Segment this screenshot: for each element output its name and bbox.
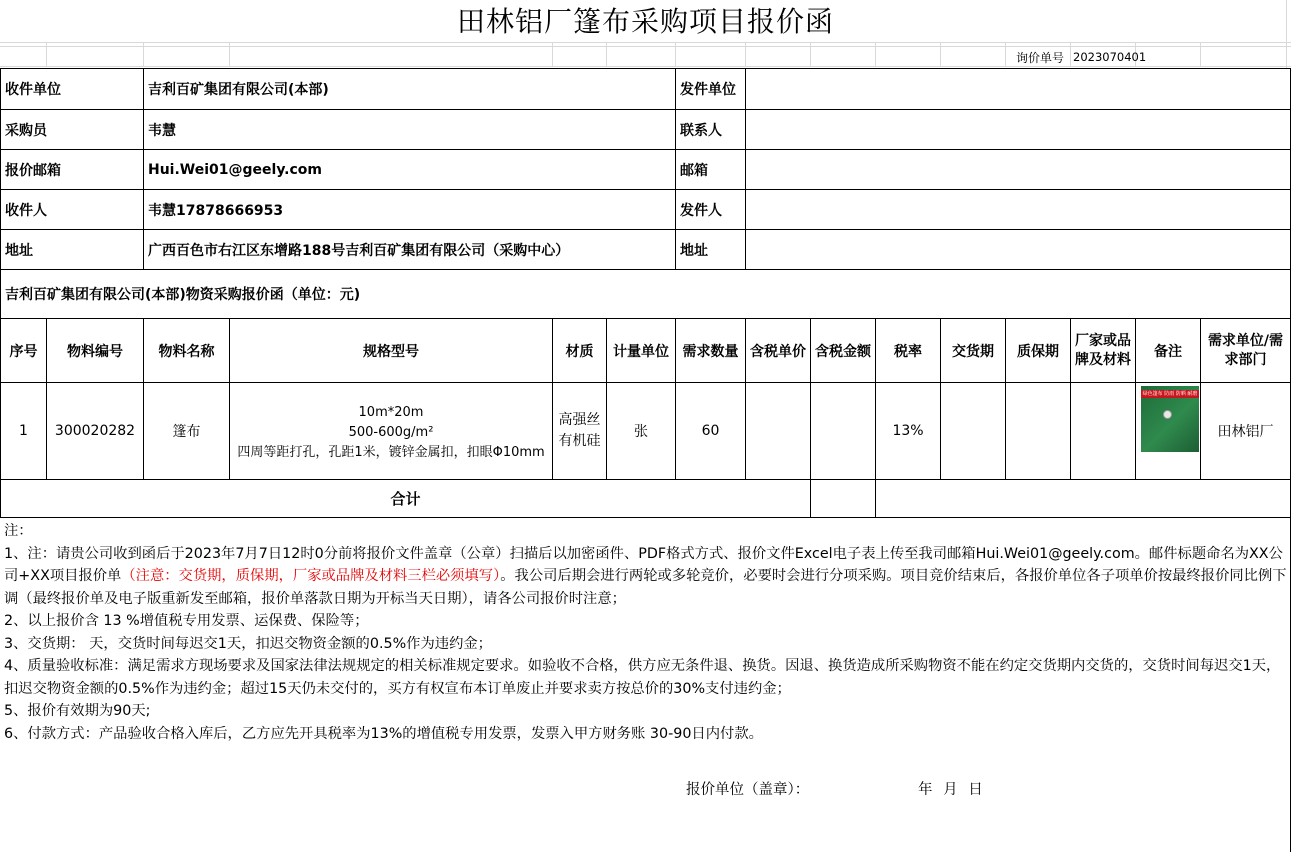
- note-3: 3、交货期： 天，交货时间每迟交1天，扣迟交物资金额的0.5%作为违约金；: [4, 635, 492, 652]
- inquiry-label: 询价单号: [1016, 51, 1065, 65]
- header-spec: 规格型号: [230, 319, 553, 383]
- gridline: [675, 42, 676, 66]
- header-seq: 序号: [1, 319, 47, 383]
- row-spec-weight: 500-600g/m²: [348, 425, 434, 440]
- info-label-quote-email: 报价邮箱: [1, 150, 144, 190]
- note-1-text: 1、注：请贵公司收到函后于2023年7月7日12时0分前将报价文件盖章（公章）扫描后以加密函件、PDF格式方式、报价文件Excel电子表上传至我司邮箱Hui.Wei01@geely.com。邮件标题命名为XX公司+XX项目报价单: [4, 545, 1283, 584]
- info-value-contact[interactable]: [746, 110, 1291, 150]
- info-label-contact: 联系人: [676, 110, 746, 150]
- gridline: [875, 42, 876, 66]
- row-price[interactable]: [746, 383, 811, 480]
- header-warranty: 质保期: [1006, 319, 1071, 383]
- note-6: 6、付款方式：产品验收合格入库后，乙方应先开具税率为13%的增值税专用发票，发票入甲方财务账 30-90日内付款。: [4, 725, 763, 742]
- row-delivery[interactable]: [941, 383, 1006, 480]
- row-dept: 田林铝厂: [1201, 383, 1291, 480]
- gridline: [1286, 0, 1287, 68]
- gridline: [940, 42, 941, 66]
- info-value-recipient-unit: 吉利百矿集团有限公司(本部): [144, 69, 676, 110]
- info-value-quote-email: Hui.Wei01@geely.com: [144, 150, 676, 190]
- gridline: [745, 42, 746, 66]
- row-unit: 张: [607, 383, 676, 480]
- row-amount[interactable]: [811, 383, 876, 480]
- info-value-sender-address[interactable]: [746, 230, 1291, 270]
- header-amount: 含税金额: [811, 319, 876, 383]
- total-blank: [876, 480, 1291, 518]
- row-spec-size: 10m*20m: [358, 405, 424, 420]
- info-value-email[interactable]: [746, 150, 1291, 190]
- gridline: [46, 42, 47, 66]
- header-material: 材质: [553, 319, 607, 383]
- info-label-email: 邮箱: [676, 150, 746, 190]
- info-label-sender: 发件人: [676, 190, 746, 230]
- gridline: [606, 42, 607, 66]
- section-title: 吉利百矿集团有限公司(本部)物资采购报价函（单位：元): [1, 270, 1291, 319]
- info-value-address: 广西百色市右江区东增路188号吉利百矿集团有限公司（采购中心）: [144, 230, 676, 270]
- info-label-sender-address: 地址: [676, 230, 746, 270]
- gridline: [810, 42, 811, 66]
- gridline: [1005, 42, 1006, 66]
- total-amount[interactable]: [811, 480, 876, 518]
- info-label-recipient-unit: 收件单位: [1, 69, 144, 110]
- row-material: 高强丝有机硅: [553, 383, 607, 480]
- header-delivery: 交货期: [941, 319, 1006, 383]
- header-dept: 需求单位/需求部门: [1201, 319, 1291, 383]
- header-price: 含税单价: [746, 319, 811, 383]
- info-value-recipient: 韦慧17878666953: [144, 190, 676, 230]
- row-spec: [230, 383, 553, 480]
- info-value-buyer: 韦慧: [144, 110, 676, 150]
- inquiry-number: 2023070401: [1073, 50, 1147, 64]
- note-heading: 注：: [4, 523, 33, 539]
- row-name: 篷布: [144, 383, 230, 480]
- header-qty: 需求数量: [676, 319, 746, 383]
- header-remark: 备注: [1136, 319, 1201, 383]
- grommet-icon: [1163, 410, 1172, 419]
- signature-label: 报价单位（盖章）：: [686, 782, 810, 798]
- row-tax: 13%: [876, 383, 941, 480]
- gridline: [0, 42, 1291, 43]
- header-brand: 厂家或品牌及材料: [1071, 319, 1136, 383]
- info-label-address: 地址: [1, 230, 144, 270]
- info-label-buyer: 采购员: [1, 110, 144, 150]
- row-brand[interactable]: [1071, 383, 1136, 480]
- row-qty: 60: [676, 383, 746, 480]
- note-4: 4、质量验收标准：满足需求方现场要求及国家法律法规规定的相关标准规定要求。如验收不合格，供方应无条件退、换货。因退、换货造成所采购物资不能在约定交货期内交货的，交货时间每迟交1天，扣迟交物资金额的0.5%作为违约金；超过15天仍未交付的，买方有权宣布本订单废止并要求卖方按总价的30%支付违约金；: [4, 658, 1281, 697]
- gridline: [143, 42, 144, 66]
- gridline: [229, 42, 230, 66]
- info-label-sender-unit: 发件单位: [676, 69, 746, 110]
- header-code: 物料编号: [47, 319, 144, 383]
- row-warranty[interactable]: [1006, 383, 1071, 480]
- note-5: 5、报价有效期为90天;: [4, 703, 151, 719]
- gridline: [1070, 42, 1071, 66]
- note-2: 2、以上报价含 13 %增值税专用发票、运保费、保险等；: [4, 613, 369, 629]
- page-title: 田林铝厂篷布采购项目报价函: [456, 5, 834, 38]
- gridline: [0, 66, 1291, 67]
- note-1-tail: 。我公司后期会进行两轮或多轮竞价，必要时会进行分项采购。项目竞价结束后，各报价单位各子项单价按最终报价同比例下调（最终报价单及电子版重新发至邮箱，报价单落款日期为开标当天日期），请各公司报价时注意；: [4, 568, 1287, 607]
- header-name: 物料名称: [144, 319, 230, 383]
- total-label: 合计: [1, 480, 811, 518]
- gridline: [1200, 42, 1201, 66]
- note-1: [4, 543, 1287, 611]
- tarpaulin-image-banner: 绿色篷布 防雨 防晒 耐磨: [1142, 391, 1198, 397]
- note-1-warning: （注意：交货期，质保期，厂家或品牌及材料三栏必须填写）: [121, 568, 501, 584]
- info-label-recipient: 收件人: [1, 190, 144, 230]
- row-seq: 1: [1, 383, 47, 480]
- row-code: 300020282: [47, 383, 144, 480]
- info-value-sender-unit[interactable]: [746, 69, 1291, 110]
- row-spec-detail: 四周等距打孔，孔距1米，镀锌金属扣，扣眼Φ10mm: [237, 445, 545, 460]
- gridline: [0, 46, 1291, 47]
- gridline: [552, 42, 553, 66]
- header-tax: 税率: [876, 319, 941, 383]
- header-unit: 计量单位: [607, 319, 676, 383]
- signature-date: 年 月 日: [918, 782, 983, 798]
- terms-notes: [0, 517, 1291, 852]
- info-value-sender[interactable]: [746, 190, 1291, 230]
